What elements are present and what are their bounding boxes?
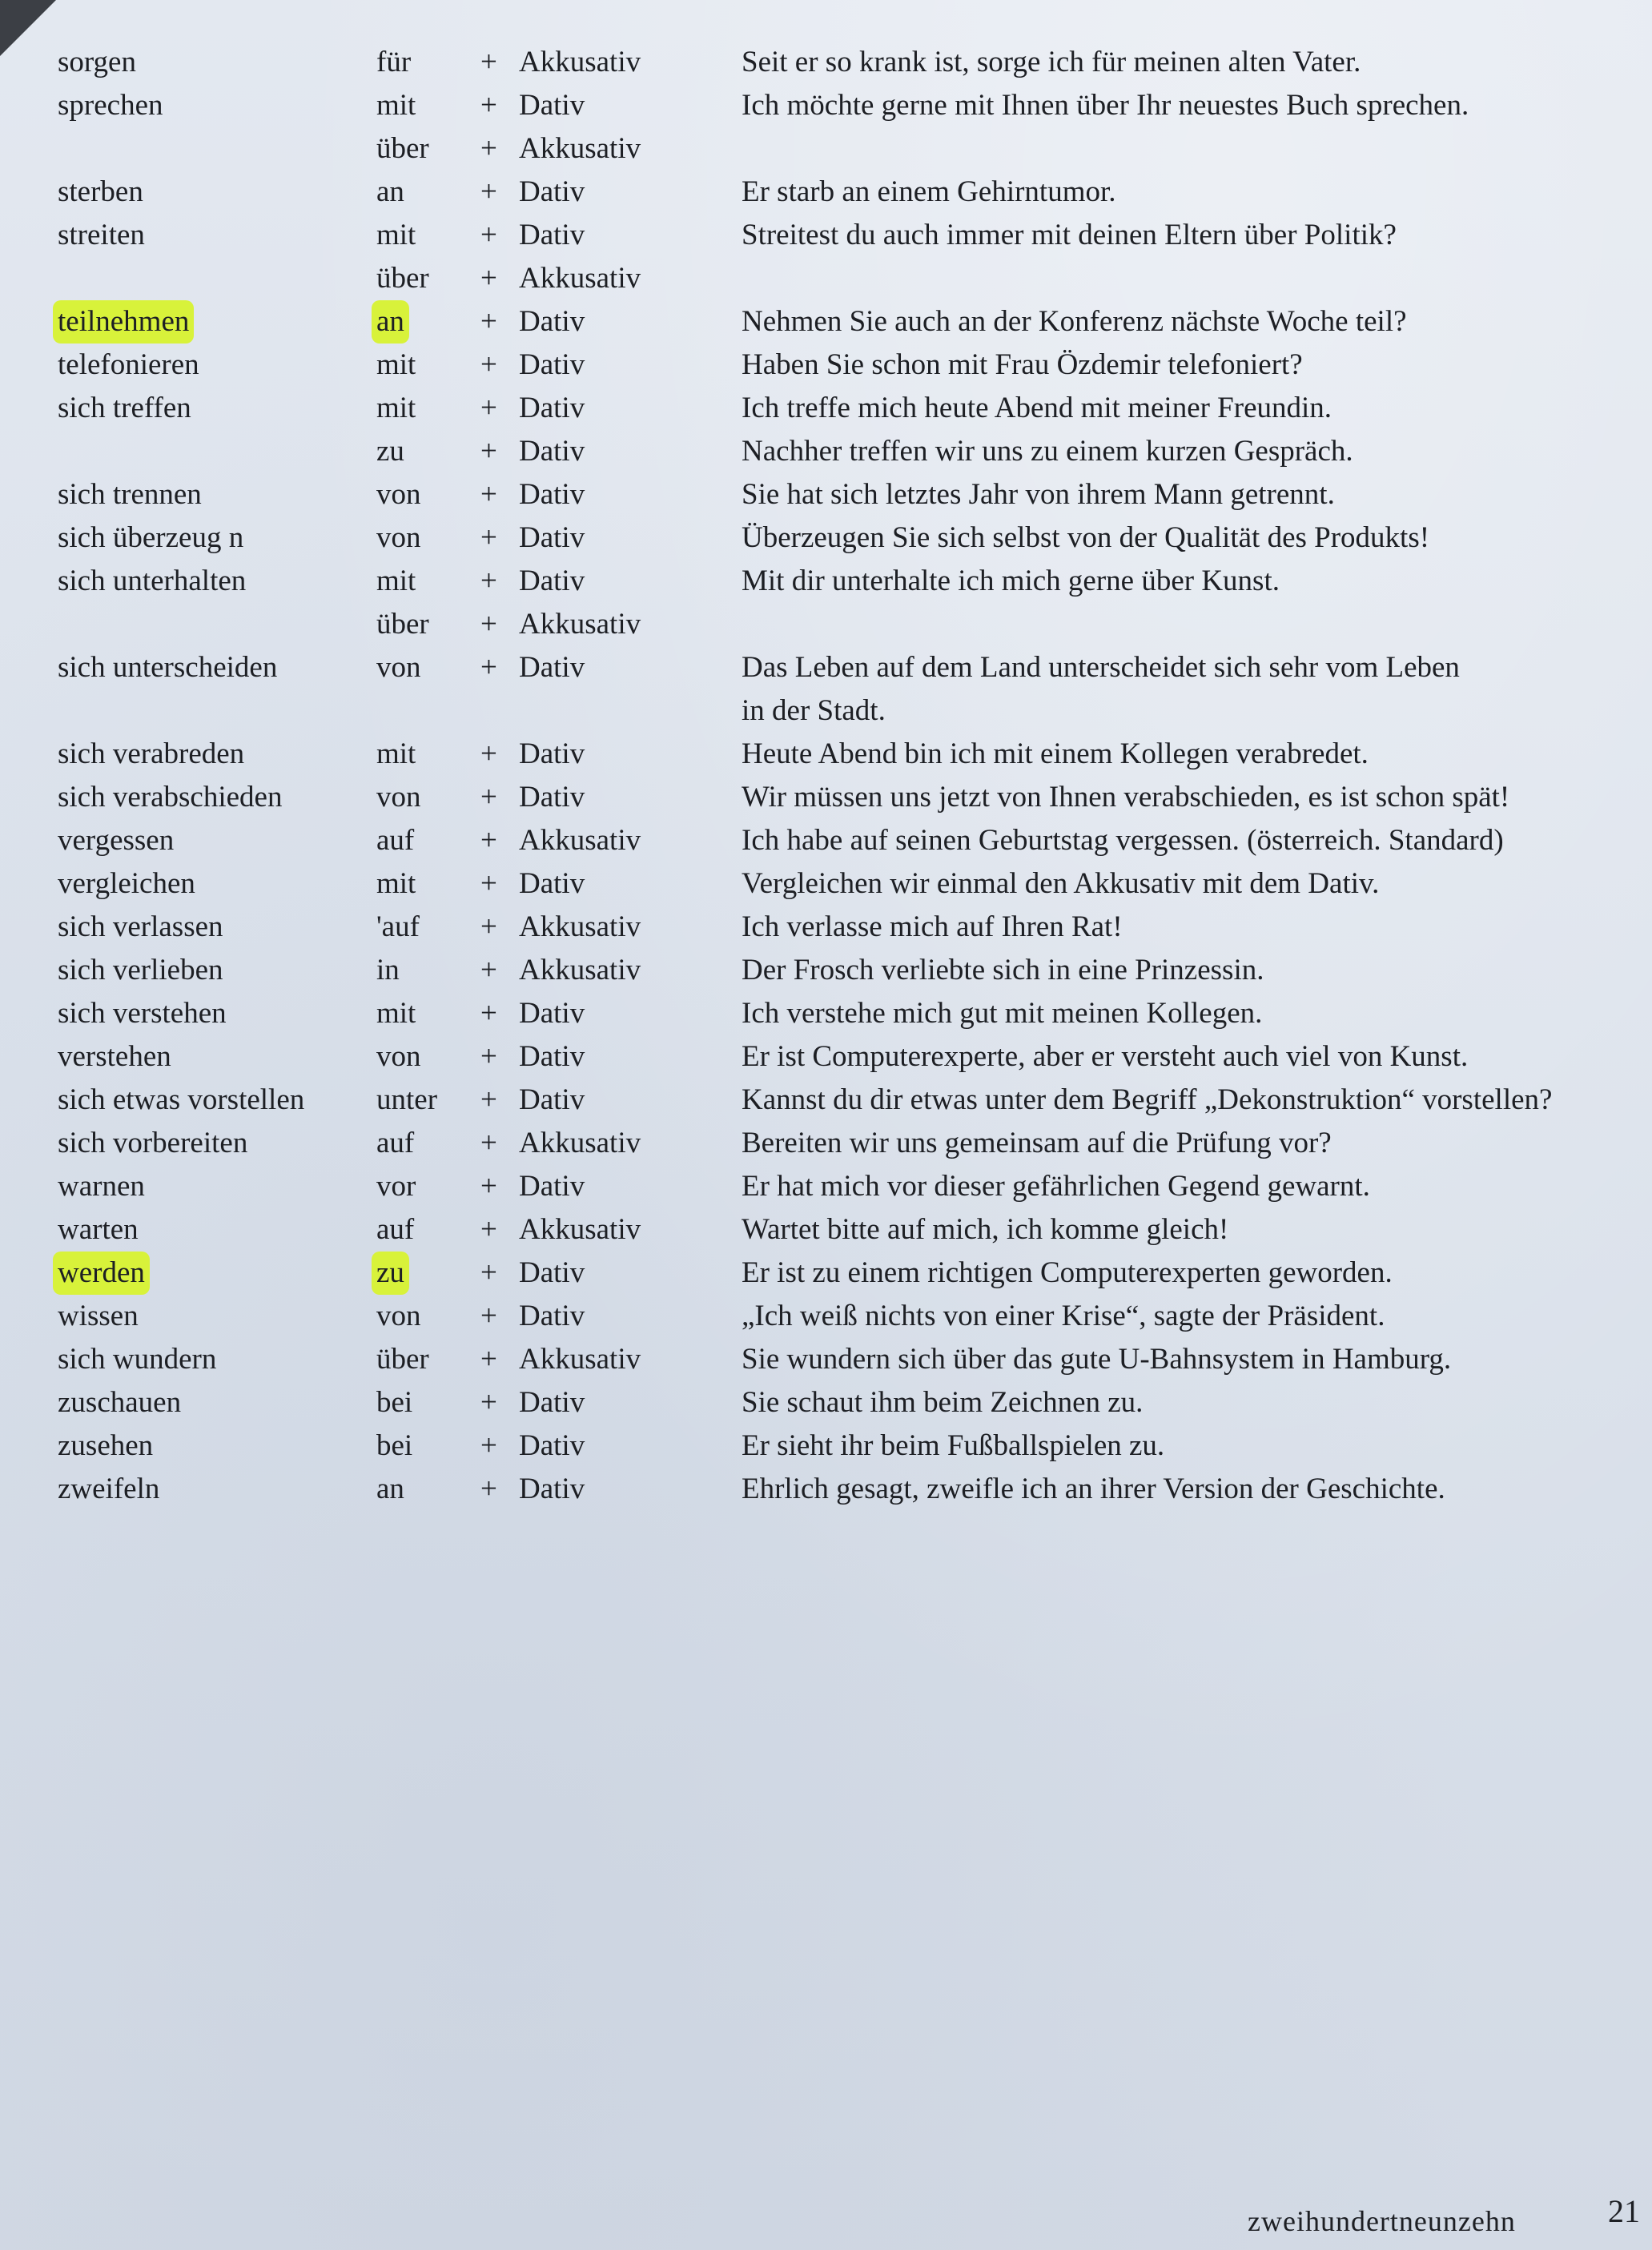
example-sentence: Streitest du auch immer mit deinen Eltern über Politik? [742, 219, 1397, 251]
case: Dativ [519, 435, 585, 468]
plus-sign: + [480, 1300, 497, 1332]
example-sentence: in der Stadt. [742, 694, 886, 727]
example-sentence: Sie hat sich letztes Jahr von ihrem Mann getrennt. [742, 478, 1335, 511]
case: Dativ [519, 305, 585, 338]
example-sentence: Nehmen Sie auch an der Konferenz nächste Woche teil? [742, 305, 1407, 338]
preposition: mit [376, 219, 416, 251]
preposition: unter [376, 1083, 438, 1116]
preposition: in [376, 954, 400, 986]
case: Akkusativ [519, 824, 641, 857]
verb: sorgen [58, 46, 136, 78]
case: Akkusativ [519, 954, 641, 986]
table-row [0, 516, 1652, 560]
table-row [0, 1338, 1652, 1381]
plus-sign: + [480, 46, 497, 78]
table-row [0, 41, 1652, 84]
plus-sign: + [480, 392, 497, 424]
plus-sign: + [480, 1256, 497, 1289]
example-sentence: „Ich weiß nichts von einer Krise“, sagte der Präsident. [742, 1300, 1385, 1332]
table-row [0, 949, 1652, 992]
case: Akkusativ [519, 132, 641, 165]
table-row [0, 862, 1652, 906]
plus-sign: + [480, 521, 497, 554]
plus-sign: + [480, 824, 497, 857]
preposition: bei [376, 1429, 413, 1462]
table-row [0, 1165, 1652, 1208]
plus-sign: + [480, 435, 497, 468]
example-sentence: Überzeugen Sie sich selbst von der Qualität des Produkts! [742, 521, 1430, 554]
case: Dativ [519, 1256, 585, 1289]
preposition: auf [376, 824, 415, 857]
case: Dativ [519, 1040, 585, 1073]
plus-sign: + [480, 1343, 497, 1376]
case: Dativ [519, 1429, 585, 1462]
preposition: mit [376, 565, 416, 597]
preposition: mit [376, 348, 416, 381]
preposition: zu [376, 435, 404, 468]
plus-sign: + [480, 305, 497, 338]
verb: sich unterhalten [58, 565, 247, 597]
case: Dativ [519, 1170, 585, 1203]
case: Dativ [519, 175, 585, 208]
example-sentence: Er starb an einem Gehirntumor. [742, 175, 1116, 208]
plus-sign: + [480, 175, 497, 208]
table-row [0, 1252, 1652, 1295]
verb: zuschauen [58, 1386, 182, 1419]
table-row [0, 733, 1652, 776]
preposition: von [376, 651, 421, 684]
example-sentence: Ich verlasse mich auf Ihren Rat! [742, 910, 1123, 943]
table-row [0, 776, 1652, 819]
preposition: über [376, 608, 429, 641]
preposition-highlighted: zu [372, 1252, 409, 1295]
example-sentence: Er ist zu einem richtigen Computerexperten geworden. [742, 1256, 1393, 1289]
table-row [0, 1208, 1652, 1252]
table-row [0, 344, 1652, 387]
preposition: auf [376, 1213, 415, 1246]
plus-sign: + [480, 1386, 497, 1419]
verb: sterben [58, 175, 143, 208]
verb: sich verabreden [58, 737, 245, 770]
example-sentence: Seit er so krank ist, sorge ich für meinen alten Vater. [742, 46, 1361, 78]
plus-sign: + [480, 478, 497, 511]
preposition: von [376, 1300, 421, 1332]
preposition: an [376, 1473, 404, 1505]
verb: verstehen [58, 1040, 171, 1073]
verb: sprechen [58, 89, 163, 122]
example-sentence: Mit dir unterhalte ich mich gerne über Kunst. [742, 565, 1280, 597]
case: Dativ [519, 1386, 585, 1419]
plus-sign: + [480, 1040, 497, 1073]
plus-sign: + [480, 89, 497, 122]
table-row [0, 1381, 1652, 1424]
case: Dativ [519, 867, 585, 900]
table-row [0, 819, 1652, 862]
preposition-highlighted: an [372, 300, 409, 344]
verb: sich verabschieden [58, 781, 283, 814]
case: Dativ [519, 348, 585, 381]
example-sentence: Ich treffe mich heute Abend mit meiner Freundin. [742, 392, 1332, 424]
example-sentence: Sie wundern sich über das gute U-Bahnsystem in Hamburg. [742, 1343, 1452, 1376]
table-row [0, 1122, 1652, 1165]
plus-sign: + [480, 1083, 497, 1116]
example-sentence: Das Leben auf dem Land unterscheidet sich sehr vom Leben [742, 651, 1460, 684]
preposition: mit [376, 997, 416, 1030]
page-number: 21 [1608, 2193, 1640, 2229]
verb: sich verstehen [58, 997, 227, 1030]
verb: wissen [58, 1300, 139, 1332]
plus-sign: + [480, 997, 497, 1030]
table-row [0, 560, 1652, 603]
example-sentence: Heute Abend bin ich mit einem Kollegen verabredet. [742, 737, 1369, 770]
case: Akkusativ [519, 910, 641, 943]
plus-sign: + [480, 651, 497, 684]
table-row [0, 646, 1652, 689]
example-sentence: Der Frosch verliebte sich in eine Prinzessin. [742, 954, 1264, 986]
preposition: von [376, 781, 421, 814]
verb: streiten [58, 219, 145, 251]
case: Dativ [519, 89, 585, 122]
example-sentence: Er ist Computerexperte, aber er versteht auch viel von Kunst. [742, 1040, 1469, 1073]
table-row [0, 387, 1652, 430]
case: Dativ [519, 1083, 585, 1116]
table-row [0, 1079, 1652, 1122]
plus-sign: + [480, 608, 497, 641]
table-row [0, 127, 1652, 171]
example-sentence: Ich verstehe mich gut mit meinen Kollegen. [742, 997, 1263, 1030]
example-sentence: Wir müssen uns jetzt von Ihnen verabschieden, es ist schon spät! [742, 781, 1510, 814]
verb: zusehen [58, 1429, 154, 1462]
verb: sich verlieben [58, 954, 223, 986]
case: Akkusativ [519, 1343, 641, 1376]
plus-sign: + [480, 348, 497, 381]
table-row [0, 1035, 1652, 1079]
case: Dativ [519, 219, 585, 251]
plus-sign: + [480, 737, 497, 770]
preposition: mit [376, 392, 416, 424]
table-row [0, 1295, 1652, 1338]
table-row [0, 214, 1652, 257]
table-row [0, 1468, 1652, 1511]
verb: sich vorbereiten [58, 1127, 248, 1159]
example-sentence: Sie schaut ihm beim Zeichnen zu. [742, 1386, 1144, 1419]
table-row [0, 84, 1652, 127]
case: Dativ [519, 565, 585, 597]
preposition: mit [376, 867, 416, 900]
preposition: 'auf [376, 910, 420, 943]
page-number-words: zweihundertneunzehn [1248, 2205, 1516, 2237]
table-row [0, 430, 1652, 473]
plus-sign: + [480, 781, 497, 814]
case: Dativ [519, 521, 585, 554]
case: Dativ [519, 478, 585, 511]
case: Dativ [519, 392, 585, 424]
plus-sign: + [480, 262, 497, 295]
example-sentence: Vergleichen wir einmal den Akkusativ mit dem Dativ. [742, 867, 1380, 900]
table-row [0, 906, 1652, 949]
example-sentence: Haben Sie schon mit Frau Özdemir telefoniert? [742, 348, 1303, 381]
plus-sign: + [480, 1429, 497, 1462]
verb: sich verlassen [58, 910, 223, 943]
table-row [0, 257, 1652, 300]
plus-sign: + [480, 132, 497, 165]
preposition: von [376, 478, 421, 511]
verb: sich etwas vorstellen [58, 1083, 305, 1116]
preposition: für [376, 46, 412, 78]
plus-sign: + [480, 910, 497, 943]
verb: sich trennen [58, 478, 202, 511]
example-sentence: Ehrlich gesagt, zweifle ich an ihrer Version der Geschichte. [742, 1473, 1445, 1505]
example-sentence: Nachher treffen wir uns zu einem kurzen Gespräch. [742, 435, 1353, 468]
example-sentence: Ich habe auf seinen Geburtstag vergessen. (österreich. Standard) [742, 824, 1504, 857]
preposition: auf [376, 1127, 415, 1159]
verb: vergessen [58, 824, 175, 857]
plus-sign: + [480, 1473, 497, 1505]
table-row [0, 992, 1652, 1035]
verb: sich wundern [58, 1343, 217, 1376]
plus-sign: + [480, 565, 497, 597]
verb-highlighted: werden [53, 1252, 150, 1295]
verb-highlighted: teilnehmen [53, 300, 194, 344]
plus-sign: + [480, 954, 497, 986]
case: Dativ [519, 651, 585, 684]
example-sentence: Er hat mich vor dieser gefährlichen Gegend gewarnt. [742, 1170, 1370, 1203]
table-row [0, 603, 1652, 646]
verb: sich unterscheiden [58, 651, 278, 684]
case: Akkusativ [519, 608, 641, 641]
preposition: über [376, 1343, 429, 1376]
verb: sich treffen [58, 392, 191, 424]
table-row [0, 300, 1652, 344]
plus-sign: + [480, 1127, 497, 1159]
preposition: über [376, 132, 429, 165]
verb: warnen [58, 1170, 145, 1203]
table-row [0, 473, 1652, 516]
verb: sich überzeug n [58, 521, 244, 554]
preposition: bei [376, 1386, 413, 1419]
example-sentence: Kannst du dir etwas unter dem Begriff „Dekonstruktion“ vorstellen? [742, 1083, 1553, 1116]
plus-sign: + [480, 219, 497, 251]
example-sentence: Er sieht ihr beim Fußballspielen zu. [742, 1429, 1165, 1462]
preposition: vor [376, 1170, 416, 1203]
case: Dativ [519, 1300, 585, 1332]
case: Dativ [519, 781, 585, 814]
table-row [0, 171, 1652, 214]
example-sentence: Wartet bitte auf mich, ich komme gleich! [742, 1213, 1229, 1246]
case: Dativ [519, 737, 585, 770]
preposition: über [376, 262, 429, 295]
plus-sign: + [480, 1213, 497, 1246]
preposition: mit [376, 737, 416, 770]
plus-sign: + [480, 1170, 497, 1203]
verb: telefonieren [58, 348, 199, 381]
case: Dativ [519, 1473, 585, 1505]
plus-sign: + [480, 867, 497, 900]
case: Akkusativ [519, 1127, 641, 1159]
preposition: von [376, 521, 421, 554]
case: Akkusativ [519, 262, 641, 295]
table-row [0, 689, 1652, 733]
preposition: an [376, 175, 404, 208]
preposition: von [376, 1040, 421, 1073]
example-sentence: Bereiten wir uns gemeinsam auf die Prüfung vor? [742, 1127, 1332, 1159]
table-row [0, 1424, 1652, 1468]
preposition: mit [376, 89, 416, 122]
example-sentence: Ich möchte gerne mit Ihnen über Ihr neuestes Buch sprechen. [742, 89, 1469, 122]
verb: warten [58, 1213, 139, 1246]
case: Akkusativ [519, 46, 641, 78]
verb: zweifeln [58, 1473, 160, 1505]
verb: vergleichen [58, 867, 195, 900]
case: Dativ [519, 997, 585, 1030]
case: Akkusativ [519, 1213, 641, 1246]
